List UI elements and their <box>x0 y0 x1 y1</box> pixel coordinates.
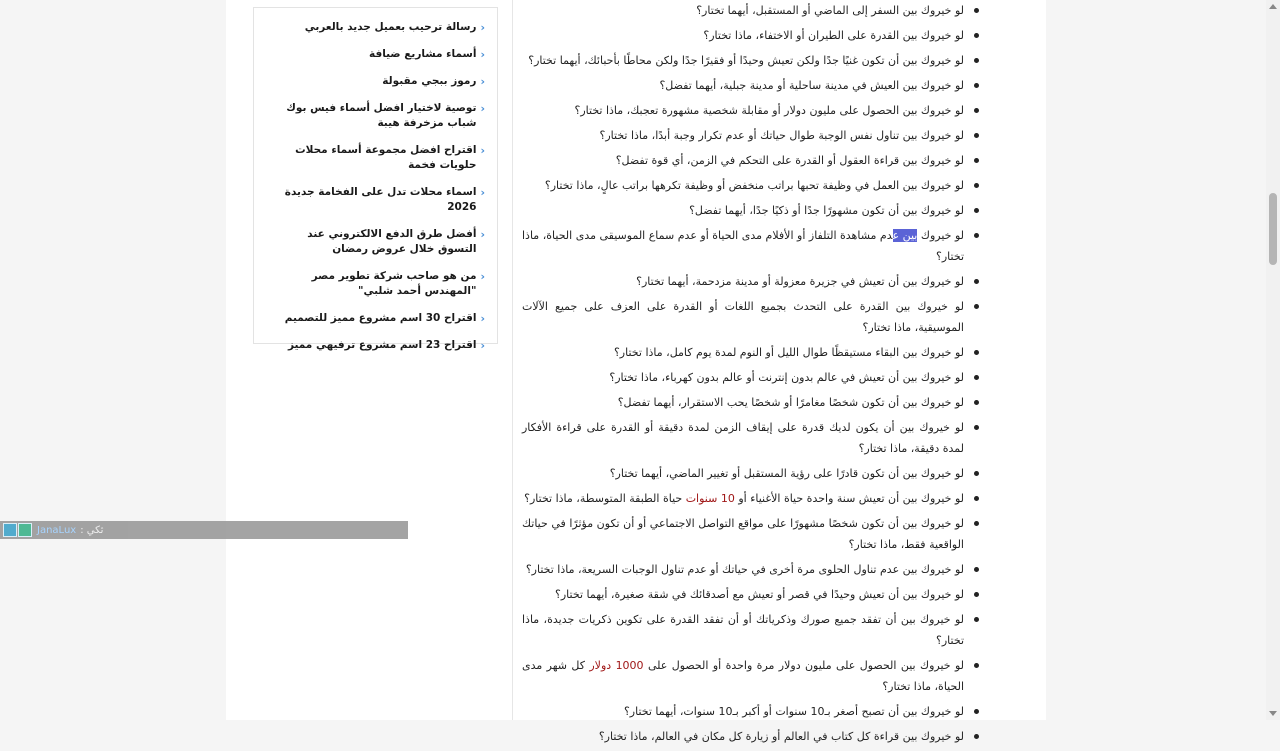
sidebar-link-label[interactable]: اسماء محلات تدل على الفخامة جديدة 2026 <box>284 186 477 213</box>
question-item <box>522 417 984 459</box>
questions-list <box>522 0 984 751</box>
related-posts-widget <box>253 7 498 352</box>
question-text: لو خيروك بين قراءة كل كتاب في العالم أو زيارة كل مكان في العالم، ماذا تختار؟ <box>598 730 964 743</box>
question-item <box>522 0 984 21</box>
question-text: لو خيروك بين السفر إلى الماضي أو المستقبل، أيهما تختار؟ <box>696 4 964 17</box>
question-text: لو خيروك بين الحصول على مليون دولار أو مقابلة شخصية مشهورة تعجبك، ماذا تختار؟ <box>574 104 964 117</box>
sidebar-link[interactable] <box>275 20 485 35</box>
sidebar-link[interactable] <box>275 185 485 215</box>
question-text: لو خيروك بين القدرة على التحدث بجميع اللغات أو القدرة على العزف على جميع الآلات الموسيقية، ماذا تختار؟ <box>522 300 964 334</box>
bullet-icon <box>974 592 979 597</box>
chevron-left-icon: ‹ <box>480 48 485 61</box>
question-text: لو خيروك بين أن تصبح أصغر بـ10 سنوات أو أكبر بـ10 سنوات، أيهما تختار؟ <box>623 705 964 718</box>
chat-message: : ثكي <box>80 524 104 536</box>
question-item <box>522 175 984 196</box>
vertical-scrollbar[interactable] <box>1266 0 1280 720</box>
question-item <box>522 342 984 363</box>
bullet-icon <box>974 617 979 622</box>
question-item <box>522 488 984 509</box>
question-item <box>522 655 984 697</box>
question-text-part: لو خيروك بين أن تعيش سنة واحدة حياة الأغنياء أو <box>734 492 964 505</box>
question-item <box>522 726 984 747</box>
bullet-icon <box>974 350 979 355</box>
bullet-icon <box>974 734 979 739</box>
bullet-icon <box>974 158 979 163</box>
bullet-icon <box>974 304 979 309</box>
question-item <box>522 609 984 651</box>
question-text: لو خيروك بين أن يكون لديك قدرة على إيقاف الزمن لمدة دقيقة أو القدرة على قراءة الأفكار لمدة دقيقة، ماذا تختار؟ <box>522 421 964 455</box>
bullet-icon <box>974 233 979 238</box>
bullet-icon <box>974 279 979 284</box>
content-divider <box>512 0 513 720</box>
chevron-left-icon: ‹ <box>480 270 485 283</box>
sidebar-link[interactable] <box>275 338 485 353</box>
chevron-left-icon: ‹ <box>480 339 485 352</box>
question-text: لو خيروك بين أن تعيش في عالم بدون إنترنت أو عالم بدون كهرباء، ماذا تختار؟ <box>609 371 964 384</box>
inline-link[interactable]: 10 سنوات <box>685 492 735 505</box>
question-item <box>522 75 984 96</box>
bullet-icon <box>974 400 979 405</box>
bullet-icon <box>974 83 979 88</box>
sidebar-link-label[interactable]: أفضل طرق الدفع الالكتروني عند التسوق خلال عروض رمضان <box>307 228 477 255</box>
question-text-part: لو خيروك <box>917 229 964 242</box>
question-text: لو خيروك بين القدرة على الطيران أو الاختفاء، ماذا تختار؟ <box>703 29 964 42</box>
sidebar-link[interactable] <box>275 74 485 89</box>
question-text-part: كل شهر مدى الحياة، ماذا تختار؟ <box>522 659 964 693</box>
question-text: لو خيروك بين أن تكون شخصًا مغامرًا أو شخصًا يحب الاستقرار، أيهما تفضل؟ <box>617 396 964 409</box>
question-text: لو خيروك بين العمل في وظيفة تحبها براتب منخفض أو وظيفة تكرهها براتب عالٍ، ماذا تختار؟ <box>544 179 964 192</box>
question-text: لو خيروك بين قراءة العقول أو القدرة على التحكم في الزمن، أي قوة تفضل؟ <box>615 154 964 167</box>
sidebar-link[interactable] <box>275 269 485 299</box>
inline-link[interactable]: 1000 دولار <box>589 659 644 672</box>
question-item <box>522 200 984 221</box>
question-text: لو خيروك بين البقاء مستيقظًا طوال الليل أو النوم لمدة يوم كامل، ماذا تختار؟ <box>613 346 964 359</box>
scrollbar-thumb[interactable] <box>1269 193 1277 265</box>
bullet-icon <box>974 33 979 38</box>
question-text: لو خيروك بين عدم تناول الحلوى مرة أخرى في حياتك أو عدم تناول الوجبات السريعة، ماذا تختار؟ <box>525 563 964 576</box>
question-text: لو خيروك بين أن تعيش في جزيرة معزولة أو مدينة مزدحمة، أيهما تختار؟ <box>636 275 964 288</box>
bullet-icon <box>974 183 979 188</box>
question-item <box>522 100 984 121</box>
scroll-up-icon[interactable] <box>1269 4 1277 9</box>
question-text: لو خيروك بين أن تعيش وحيدًا في قصر أو تعيش مع أصدقائك في شقة صغيرة، أيهما تختار؟ <box>555 588 964 601</box>
chevron-left-icon: ‹ <box>480 144 485 157</box>
sidebar-link-label[interactable]: اقتراح 23 اسم مشروع ترفيهي مميز <box>287 339 477 351</box>
question-item <box>522 271 984 292</box>
question-text: لو خيروك بين أن تكون غنيًا جدًا ولكن تعيش وحيدًا أو فقيرًا جدًا ولكن محاطًا بأحبائك، أيهما تختار؟ <box>528 54 964 67</box>
sidebar-link-label[interactable]: من هو صاحب شركة تطوير مصر "المهندس أحمد شلبي" <box>311 270 477 297</box>
question-text-part: دم مشاهدة التلفاز أو الأفلام مدى الحياة أو عدم سماع الموسيقى مدى الحياة، ماذا تختار؟ <box>522 229 964 263</box>
question-item <box>522 125 984 146</box>
question-item <box>522 150 984 171</box>
question-text: لو خيروك بين أن تفقد جميع صورك وذكرياتك أو أن تفقد القدرة على تكوين ذكريات جديدة، ماذا تختار؟ <box>522 613 964 647</box>
chat-overlay <box>0 521 408 539</box>
bullet-icon <box>974 471 979 476</box>
sidebar-link-label[interactable]: اقتراح 30 اسم مشروع مميز للتصميم <box>284 312 477 324</box>
bullet-icon <box>974 375 979 380</box>
bullet-icon <box>974 521 979 526</box>
user-badge-icon-2 <box>18 523 32 537</box>
chevron-left-icon: ‹ <box>480 228 485 241</box>
question-item <box>522 392 984 413</box>
sidebar-link-label[interactable]: رسالة ترحيب بعميل جديد بالعربي <box>304 21 477 33</box>
sidebar-link[interactable] <box>275 311 485 326</box>
question-item <box>522 559 984 580</box>
chevron-left-icon: ‹ <box>480 21 485 34</box>
bullet-icon <box>974 425 979 430</box>
question-item <box>522 25 984 46</box>
bullet-icon <box>974 208 979 213</box>
sidebar-link-label[interactable]: اقتراح افضل مجموعة أسماء محلات حلويات فخمة <box>295 144 477 171</box>
question-text: لو خيروك بين تناول نفس الوجبة طوال حياتك أو عدم تكرار وجبة أبدًا، ماذا تختار؟ <box>599 129 964 142</box>
question-text: لو خيروك بين العيش في مدينة ساحلية أو مدينة جبلية، أيهما تفضل؟ <box>659 79 964 92</box>
bullet-icon <box>974 108 979 113</box>
question-item <box>522 513 984 555</box>
chevron-left-icon: ‹ <box>480 186 485 199</box>
chevron-left-icon: ‹ <box>480 312 485 325</box>
question-item <box>522 701 984 722</box>
sidebar-link-label[interactable]: أسماء مشاريع ضيافة <box>368 48 477 60</box>
chevron-left-icon: ‹ <box>480 75 485 88</box>
chat-username[interactable]: JanaLux <box>37 524 77 536</box>
chevron-left-icon: ‹ <box>480 102 485 115</box>
bullet-icon <box>974 567 979 572</box>
question-item <box>522 225 984 267</box>
sidebar-link-label[interactable]: رموز ببجي مقبولة <box>382 75 477 87</box>
question-item <box>522 50 984 71</box>
question-text: لو خيروك بين أن تكون مشهورًا جدًا أو ذكيًا جدًا، أيهما تفضل؟ <box>689 204 964 217</box>
sidebar-link[interactable] <box>275 143 485 173</box>
sidebar-link[interactable] <box>275 101 485 131</box>
selected-text[interactable]: بين ع <box>892 229 918 242</box>
question-item <box>522 296 984 338</box>
bullet-icon <box>974 709 979 714</box>
bullet-icon <box>974 8 979 13</box>
sidebar-link[interactable] <box>275 227 485 257</box>
bullet-icon <box>974 663 979 668</box>
scroll-down-icon[interactable] <box>1269 711 1277 716</box>
question-text: لو خيروك بين أن تكون شخصًا مشهورًا على مواقع التواصل الاجتماعي أو أن تكون مؤثرًا في حياتك الواقعية فقط، ماذا تختار؟ <box>522 517 964 551</box>
question-text: لو خيروك بين أن تكون قادرًا على رؤية المستقبل أو تغيير الماضي، أيهما تختار؟ <box>609 467 964 480</box>
question-text-part: حياة الطبقة المتوسطة، ماذا تختار؟ <box>524 492 686 505</box>
bullet-icon <box>974 496 979 501</box>
question-item <box>522 367 984 388</box>
user-badge-icon <box>3 523 17 537</box>
sidebar-link[interactable] <box>275 47 485 62</box>
question-text-part: لو خيروك بين الحصول على مليون دولار مرة واحدة أو الحصول على <box>643 659 964 672</box>
sidebar-link-label[interactable]: توصية لاختيار افضل أسماء فيس بوك شباب مزخرفة هيبة <box>286 102 477 129</box>
bullet-icon <box>974 133 979 138</box>
question-item <box>522 584 984 605</box>
bullet-icon <box>974 58 979 63</box>
related-posts-list <box>275 20 485 365</box>
question-item <box>522 463 984 484</box>
